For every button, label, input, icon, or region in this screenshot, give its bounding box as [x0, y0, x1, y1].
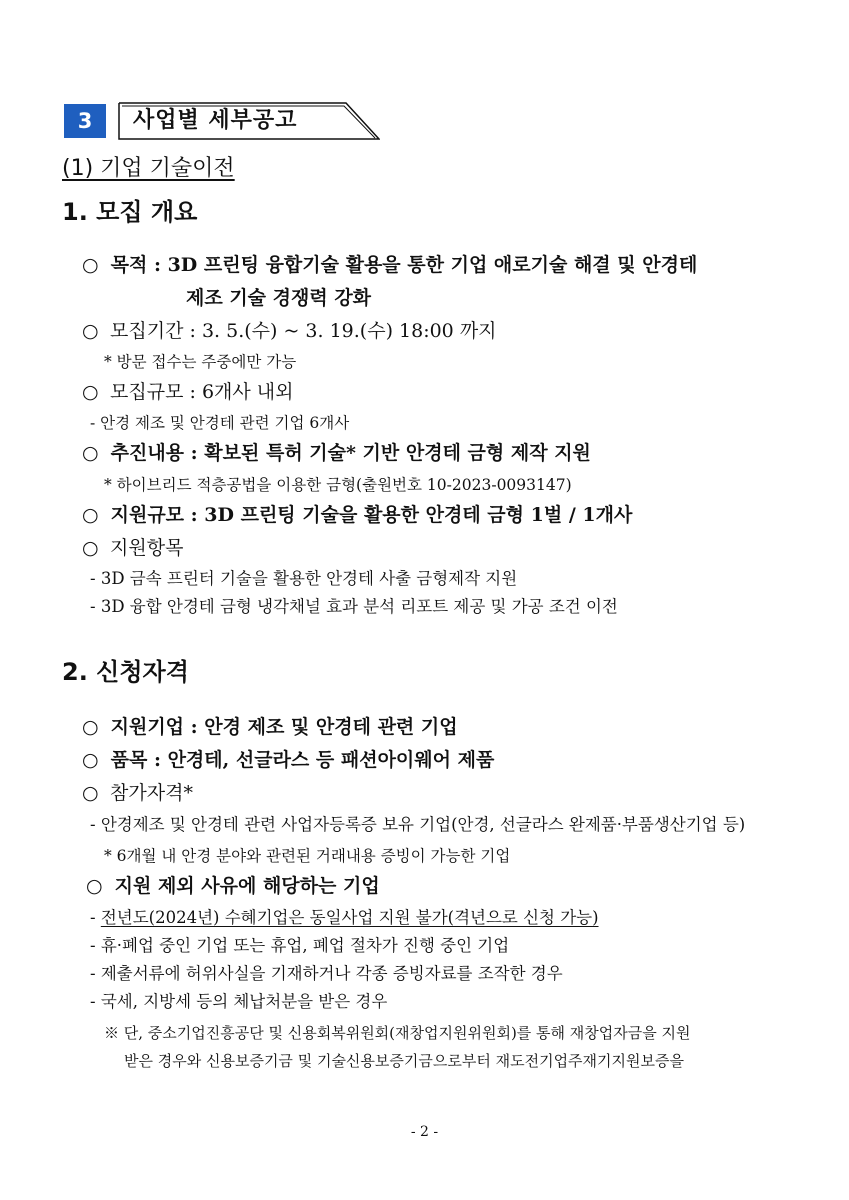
- period-item: ○ 모집기간 : 3. 5.(수) ~ 3. 19.(수) 18:00 까지: [82, 317, 497, 345]
- heading-eligibility: 2. 신청자격: [62, 658, 189, 686]
- sub-heading: (1) 기업 기술이전: [62, 156, 235, 181]
- circle-bullet-icon: ○: [82, 716, 99, 738]
- support-item: - 3D 융합 안경테 금형 냉각채널 효과 분석 리포트 제공 및 가공 조건 이전: [90, 597, 618, 616]
- circle-bullet-icon: ○: [82, 381, 99, 403]
- page-number: - 2 -: [410, 1124, 439, 1140]
- period-note: * 방문 접수는 주중에만 가능: [104, 353, 297, 371]
- circle-bullet-icon: ○: [82, 320, 99, 342]
- circle-bullet-icon: ○: [82, 254, 99, 276]
- product-item: ○ 품목 : 안경테, 선글라스 등 패션아이웨어 제품: [82, 746, 494, 774]
- purpose-item: ○ 목적 : 3D 프린팅 융합기술 활용을 통한 기업 애로기술 해결 및 안경테: [82, 251, 697, 279]
- exclusion-item: - 전년도(2024년) 수혜기업은 동일사업 지원 불가(격년으로 신청 가능): [90, 908, 599, 927]
- eligible-company-item: ○ 지원기업 : 안경 제조 및 안경테 관련 기업: [82, 713, 458, 741]
- scale-note: - 안경 제조 및 안경테 관련 기업 6개사: [90, 414, 350, 432]
- circle-bullet-icon: ○: [82, 537, 99, 559]
- circle-bullet-icon: ○: [82, 442, 99, 464]
- exclusion-note: ※ 단, 중소기업진흥공단 및 신용회복위원회(재창업지원위원회)를 통해 재창업자금을 지원: [104, 1024, 691, 1042]
- exclusion-item: - 제출서류에 허위사실을 기재하거나 각종 증빙자료를 조작한 경우: [90, 964, 563, 983]
- circle-bullet-icon: ○: [82, 504, 99, 526]
- support-scale-item: ○ 지원규모 : 3D 프린팅 기술을 활용한 안경테 금형 1벌 / 1개사: [82, 501, 632, 529]
- support-item: - 3D 금속 프린터 기술을 활용한 안경테 사출 금형제작 지원: [90, 569, 518, 588]
- exclusion-note-cont: 받은 경우와 신용보증기금 및 기술신용보증기금으로부터 재도전기업주재기지원보증을: [124, 1052, 684, 1070]
- exclusion-item: - 국세, 지방세 등의 체납처분을 받은 경우: [90, 992, 388, 1011]
- exclusion-title: ○ 지원 제외 사유에 해당하는 기업: [86, 872, 380, 900]
- section-number-badge: 3: [64, 104, 106, 138]
- circle-bullet-icon: ○: [82, 749, 99, 771]
- purpose-item-cont: 제조 기술 경쟁력 강화: [186, 287, 372, 309]
- exclusion-item: - 휴·폐업 중인 기업 또는 휴업, 폐업 절차가 진행 중인 기업: [90, 936, 510, 955]
- qualification-note: * 6개월 내 안경 분야와 관련된 거래내용 증빙이 가능한 기업: [104, 847, 511, 865]
- circle-bullet-icon: ○: [82, 782, 99, 804]
- support-items-title: ○ 지원항목: [82, 534, 183, 562]
- content-item: ○ 추진내용 : 확보된 특허 기술* 기반 안경테 금형 제작 지원: [82, 439, 591, 467]
- qualification-title: ○ 참가자격*: [82, 779, 193, 807]
- circle-bullet-icon: ○: [86, 875, 103, 897]
- scale-item: ○ 모집규모 : 6개사 내외: [82, 378, 294, 406]
- content-note: * 하이브리드 적층공법을 이용한 금형(출원번호 10-2023-0093147): [104, 476, 572, 494]
- qualification-item: - 안경제조 및 안경테 관련 사업자등록증 보유 기업(안경, 선글라스 완제품·부품생산기업 등): [90, 815, 746, 834]
- section-title: 사업별 세부공고: [133, 108, 298, 133]
- heading-recruit-overview: 1. 모집 개요: [62, 198, 198, 226]
